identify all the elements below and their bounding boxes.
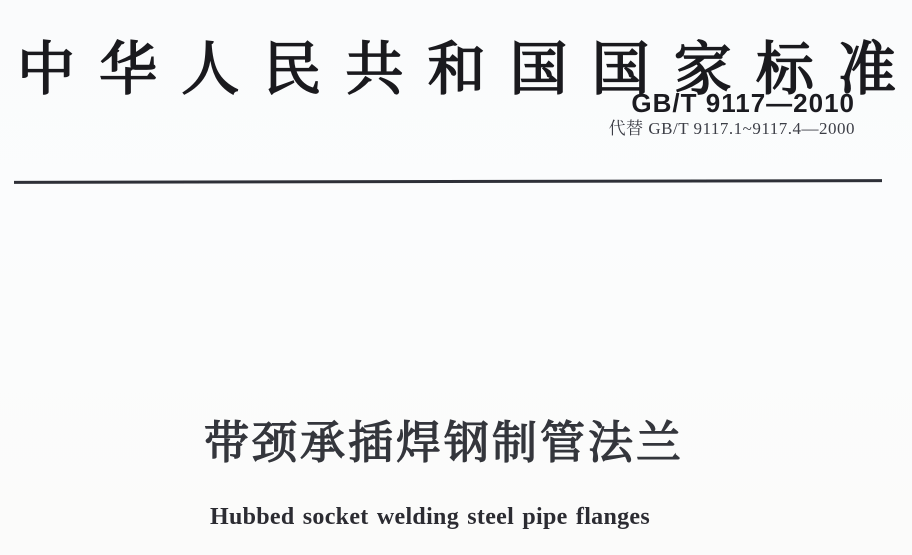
title-char: 共 bbox=[345, 36, 404, 102]
document-title-zh: 带颈承插焊钢制管法兰 bbox=[203, 417, 684, 469]
title-char: 人 bbox=[181, 36, 240, 102]
title-char: 民 bbox=[263, 36, 322, 102]
standard-code: GB/T 9117—2010 bbox=[631, 88, 855, 118]
title-char: 和 bbox=[427, 36, 486, 102]
divider-rule bbox=[14, 179, 882, 184]
title-char: 标 bbox=[755, 36, 814, 102]
title-char: 中 bbox=[17, 36, 76, 102]
replaced-standards-note: 代替 GB/T 9117.1~9117.4—2000 bbox=[608, 119, 855, 139]
title-char: 国 bbox=[509, 36, 568, 102]
document-title-en: Hubbed socket welding steel pipe flanges bbox=[209, 504, 651, 530]
title-char: 准 bbox=[837, 36, 896, 102]
standard-code-block bbox=[609, 90, 855, 139]
title-char: 家 bbox=[673, 36, 732, 102]
title-char: 国 bbox=[591, 36, 650, 102]
title-char: 华 bbox=[99, 36, 158, 102]
